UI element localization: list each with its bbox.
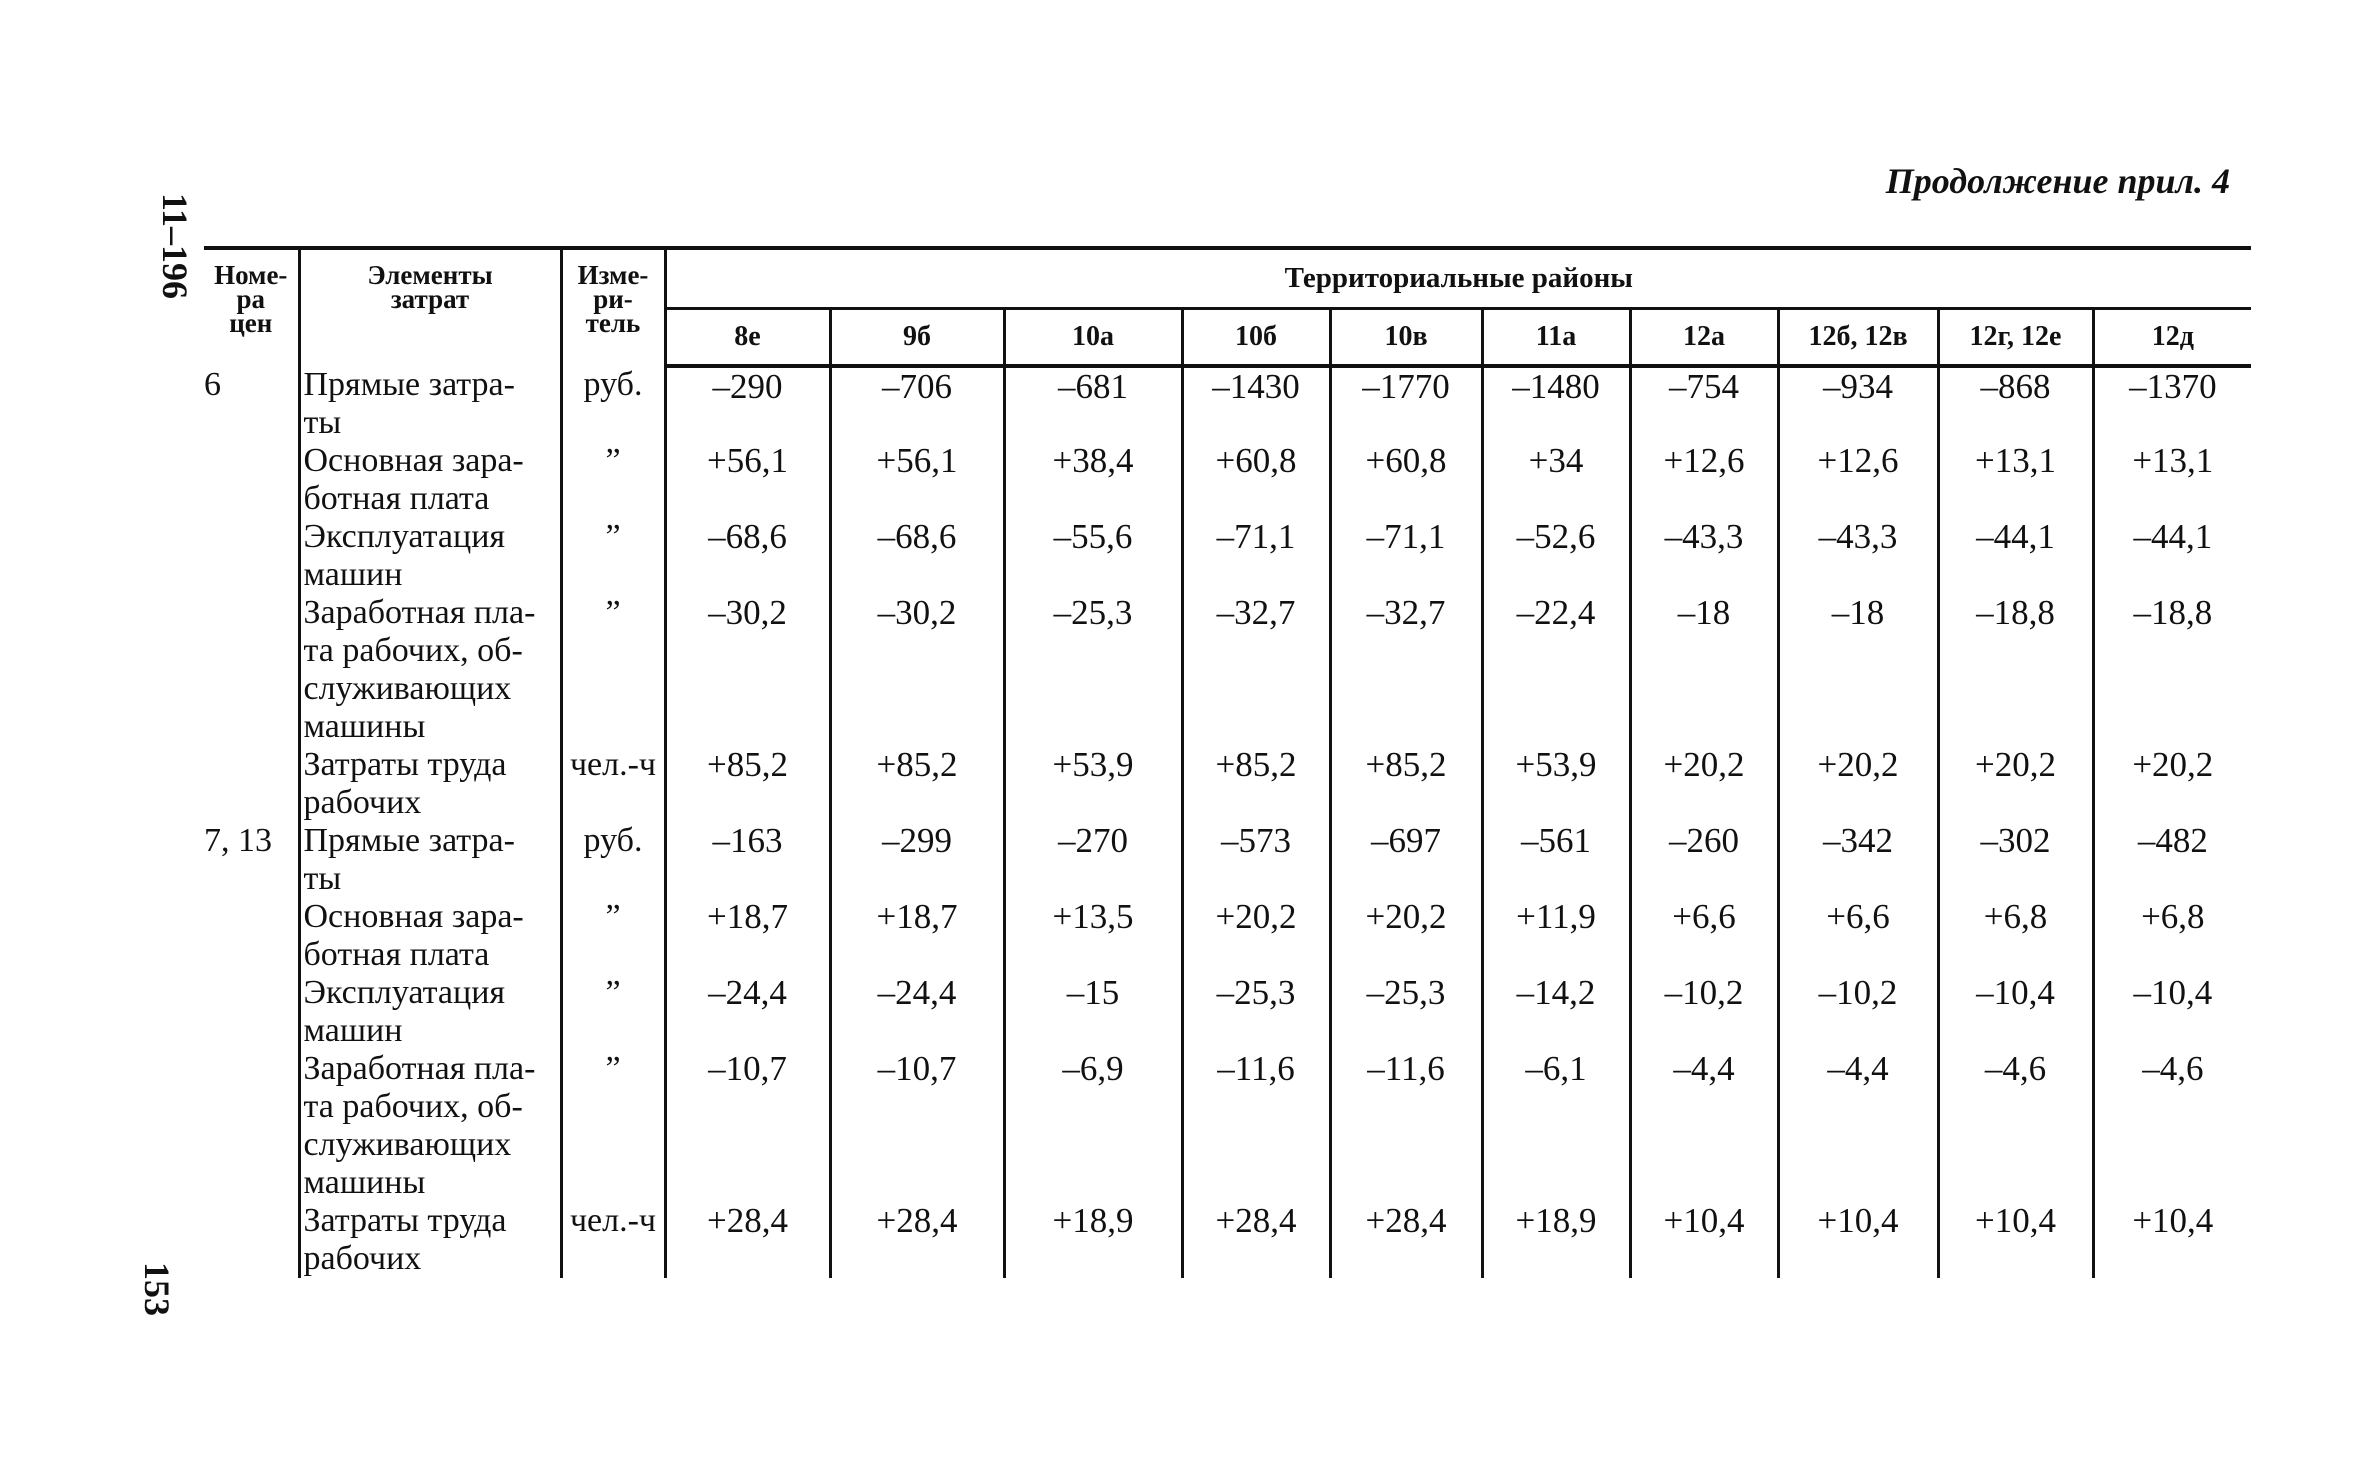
header-unit-line1: Изме-: [577, 260, 649, 290]
value-cell: –342: [1778, 822, 1938, 898]
value-cell: +18,7: [665, 898, 830, 974]
value-cell: –32,7: [1182, 594, 1330, 746]
value-cell: –24,4: [665, 974, 830, 1050]
value-cell: –299: [830, 822, 1004, 898]
value-cell: –934: [1778, 366, 1938, 442]
cost-element-line: Заработная пла-: [303, 594, 536, 631]
cost-element-cell: [299, 898, 561, 974]
value-cell: +10,4: [2093, 1202, 2251, 1278]
value-cell: –44,1: [2093, 518, 2251, 594]
value-cell: –561: [1482, 822, 1630, 898]
header-number-line1: Номе-: [214, 260, 288, 290]
value-cell: –24,4: [830, 974, 1004, 1050]
region-header: 12б, 12в: [1778, 309, 1938, 367]
price-number-cell: [204, 1202, 299, 1278]
value-cell: –10,4: [1938, 974, 2093, 1050]
cost-element-cell: [299, 518, 561, 594]
value-cell: +60,8: [1182, 442, 1330, 518]
value-cell: +11,9: [1482, 898, 1630, 974]
unit-cell: ”: [561, 898, 665, 974]
table-row: [204, 822, 2251, 898]
value-cell: –868: [1938, 366, 2093, 442]
value-cell: –6,9: [1004, 1050, 1182, 1202]
value-cell: –71,1: [1330, 518, 1482, 594]
value-cell: +20,2: [1938, 746, 2093, 822]
value-cell: –4,6: [1938, 1050, 2093, 1202]
unit-cell: ”: [561, 594, 665, 746]
header-regions-title: Территориальные районы: [665, 248, 2251, 309]
value-cell: –18,8: [2093, 594, 2251, 746]
table-row: [204, 1050, 2251, 1202]
cost-element-line: машин: [303, 556, 403, 593]
header-unit: [561, 248, 665, 366]
cost-element-line: машин: [303, 1012, 403, 1049]
value-cell: +28,4: [1330, 1202, 1482, 1278]
table-row: [204, 366, 2251, 442]
value-cell: –270: [1004, 822, 1182, 898]
value-cell: –754: [1630, 366, 1778, 442]
value-cell: +38,4: [1004, 442, 1182, 518]
cost-element-line: Основная зара-: [303, 442, 524, 479]
value-cell: +13,1: [1938, 442, 2093, 518]
value-cell: –68,6: [665, 518, 830, 594]
value-cell: +20,2: [1182, 898, 1330, 974]
price-number-cell: [204, 746, 299, 822]
region-header: 8е: [665, 309, 830, 367]
value-cell: –18: [1630, 594, 1778, 746]
value-cell: –32,7: [1330, 594, 1482, 746]
value-cell: –43,3: [1630, 518, 1778, 594]
value-cell: –302: [1938, 822, 2093, 898]
cost-element-line: машины: [303, 1164, 426, 1201]
value-cell: –25,3: [1182, 974, 1330, 1050]
value-cell: –25,3: [1330, 974, 1482, 1050]
value-cell: +18,7: [830, 898, 1004, 974]
value-cell: –482: [2093, 822, 2251, 898]
value-cell: –44,1: [1938, 518, 2093, 594]
value-cell: +6,8: [2093, 898, 2251, 974]
header-elements: [299, 248, 561, 366]
price-number-cell: [204, 518, 299, 594]
value-cell: +13,1: [2093, 442, 2251, 518]
cost-element-line: Затраты труда: [303, 746, 507, 783]
value-cell: –290: [665, 366, 830, 442]
price-number-cell: [204, 594, 299, 746]
value-cell: –15: [1004, 974, 1182, 1050]
value-cell: +85,2: [1330, 746, 1482, 822]
value-cell: +18,9: [1482, 1202, 1630, 1278]
table-caption: Продолжение прил. 4: [1885, 161, 2230, 201]
value-cell: +53,9: [1004, 746, 1182, 822]
cost-element-line: ты: [303, 860, 342, 897]
region-header: 10в: [1330, 309, 1482, 367]
region-header: 11а: [1482, 309, 1630, 367]
value-cell: +85,2: [830, 746, 1004, 822]
unit-cell: ”: [561, 1050, 665, 1202]
value-cell: +6,8: [1938, 898, 2093, 974]
value-cell: +20,2: [1778, 746, 1938, 822]
value-cell: +6,6: [1778, 898, 1938, 974]
header-number-line3: цен: [229, 308, 273, 338]
value-cell: –11,6: [1330, 1050, 1482, 1202]
value-cell: +12,6: [1630, 442, 1778, 518]
cost-element-line: Заработная пла-: [303, 1050, 536, 1087]
unit-cell: руб.: [561, 822, 665, 898]
value-cell: +85,2: [1182, 746, 1330, 822]
cost-element-cell: [299, 366, 561, 442]
region-header: 12д: [2093, 309, 2251, 367]
value-cell: –681: [1004, 366, 1182, 442]
price-number-cell: 6: [204, 366, 221, 403]
value-cell: –4,6: [2093, 1050, 2251, 1202]
value-cell: +56,1: [830, 442, 1004, 518]
value-cell: +20,2: [1630, 746, 1778, 822]
value-cell: –10,4: [2093, 974, 2251, 1050]
table-row: [204, 594, 2251, 746]
value-cell: +6,6: [1630, 898, 1778, 974]
cost-element-cell: [299, 442, 561, 518]
value-cell: –30,2: [665, 594, 830, 746]
value-cell: +34: [1482, 442, 1630, 518]
cost-element-cell: [299, 746, 561, 822]
value-cell: –43,3: [1778, 518, 1938, 594]
value-cell: –1430: [1182, 366, 1330, 442]
value-cell: +56,1: [665, 442, 830, 518]
value-cell: +53,9: [1482, 746, 1630, 822]
value-cell: –22,4: [1482, 594, 1630, 746]
cost-element-cell: [299, 1050, 561, 1202]
value-cell: +13,5: [1004, 898, 1182, 974]
region-header: 10а: [1004, 309, 1182, 367]
header-number: [204, 248, 299, 366]
header-elements-line2: затрат: [390, 284, 470, 314]
cost-element-line: Основная зара-: [303, 898, 524, 935]
header-unit-line2: ри-: [593, 284, 633, 314]
value-cell: –18: [1778, 594, 1938, 746]
cost-element-line: Эксплуатация: [303, 518, 506, 555]
value-cell: –1770: [1330, 366, 1482, 442]
cost-element-line: Прямые затра-: [303, 822, 515, 859]
cost-element-line: служивающих: [303, 670, 512, 707]
value-cell: –706: [830, 366, 1004, 442]
table-row: [204, 442, 2251, 518]
price-number-cell: [204, 974, 299, 1050]
value-cell: +28,4: [665, 1202, 830, 1278]
cost-element-cell: [299, 974, 561, 1050]
value-cell: +18,9: [1004, 1202, 1182, 1278]
value-cell: +12,6: [1778, 442, 1938, 518]
unit-cell: ”: [561, 518, 665, 594]
cost-element-line: та рабочих, об-: [303, 1088, 523, 1125]
cost-element-line: машины: [303, 708, 426, 745]
header-unit-line3: тель: [585, 308, 641, 338]
cost-table: [204, 246, 2251, 1278]
cost-element-line: рабочих: [303, 1240, 422, 1277]
unit-cell: руб.: [561, 366, 665, 442]
value-cell: +10,4: [1778, 1202, 1938, 1278]
region-header: 9б: [830, 309, 1004, 367]
cost-element-cell: [299, 822, 561, 898]
page-number: 153: [137, 1262, 177, 1316]
value-cell: +10,4: [1630, 1202, 1778, 1278]
cost-element-line: Прямые затра-: [303, 366, 515, 403]
cost-element-cell: [299, 1202, 561, 1278]
unit-cell: чел.-ч: [561, 746, 665, 822]
price-number-cell: 7, 13: [204, 822, 272, 859]
table-row: [204, 1202, 2251, 1278]
value-cell: –10,7: [665, 1050, 830, 1202]
value-cell: +20,2: [1330, 898, 1482, 974]
table-body: [204, 366, 2251, 1278]
value-cell: –25,3: [1004, 594, 1182, 746]
cost-element-line: рабочих: [303, 784, 422, 821]
value-cell: –68,6: [830, 518, 1004, 594]
cost-element-line: ботная плата: [303, 480, 490, 517]
value-cell: –10,2: [1778, 974, 1938, 1050]
price-number-cell: [204, 1050, 299, 1202]
value-cell: +10,4: [1938, 1202, 2093, 1278]
unit-cell: ”: [561, 974, 665, 1050]
value-cell: –4,4: [1630, 1050, 1778, 1202]
value-cell: –55,6: [1004, 518, 1182, 594]
value-cell: +20,2: [2093, 746, 2251, 822]
table-row: [204, 974, 2251, 1050]
unit-cell: ”: [561, 442, 665, 518]
value-cell: +85,2: [665, 746, 830, 822]
value-cell: –1480: [1482, 366, 1630, 442]
value-cell: +60,8: [1330, 442, 1482, 518]
cost-element-line: Эксплуатация: [303, 974, 506, 1011]
value-cell: –11,6: [1182, 1050, 1330, 1202]
table-row: [204, 518, 2251, 594]
value-cell: –18,8: [1938, 594, 2093, 746]
value-cell: –573: [1182, 822, 1330, 898]
cost-element-line: ботная плата: [303, 936, 490, 973]
value-cell: –52,6: [1482, 518, 1630, 594]
unit-cell: чел.-ч: [561, 1202, 665, 1278]
region-header: 12г, 12е: [1938, 309, 2093, 367]
value-cell: –697: [1330, 822, 1482, 898]
cost-element-line: ты: [303, 404, 342, 441]
value-cell: –4,4: [1778, 1050, 1938, 1202]
value-cell: –10,2: [1630, 974, 1778, 1050]
cost-element-cell: [299, 594, 561, 746]
table-row: [204, 898, 2251, 974]
value-cell: –260: [1630, 822, 1778, 898]
value-cell: –1370: [2093, 366, 2251, 442]
header-number-line2: ра: [236, 284, 266, 314]
cost-element-line: служивающих: [303, 1126, 512, 1163]
region-header: 10б: [1182, 309, 1330, 367]
value-cell: +28,4: [830, 1202, 1004, 1278]
value-cell: –6,1: [1482, 1050, 1630, 1202]
price-number-cell: [204, 898, 299, 974]
price-number-cell: [204, 442, 299, 518]
cost-element-line: та рабочих, об-: [303, 632, 523, 669]
value-cell: +28,4: [1182, 1202, 1330, 1278]
region-header: 12а: [1630, 309, 1778, 367]
header-elements-line1: Элементы: [367, 260, 493, 290]
table-row: [204, 746, 2251, 822]
value-cell: –14,2: [1482, 974, 1630, 1050]
document-code: 11–196: [155, 192, 196, 300]
value-cell: –10,7: [830, 1050, 1004, 1202]
value-cell: –30,2: [830, 594, 1004, 746]
value-cell: –163: [665, 822, 830, 898]
cost-element-line: Затраты труда: [303, 1202, 507, 1239]
value-cell: –71,1: [1182, 518, 1330, 594]
